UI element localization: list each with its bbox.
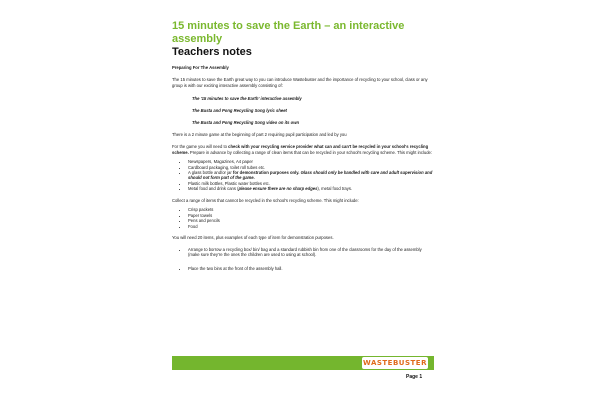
list-item-text: Metal food and drink cans ( — [188, 186, 239, 192]
logo-text: WASTEBUSTER — [363, 359, 427, 367]
setup-steps-list — [172, 247, 434, 272]
materials-list — [172, 96, 434, 126]
wastebuster-logo — [362, 357, 428, 369]
material-item: The Busta and Pong Recycling Song video on its own — [192, 120, 300, 126]
non-recyclable-intro: Collect a range of items that cannot be recycled in the school's recycling scheme. This might include: — [172, 197, 359, 203]
document-subtitle: Teachers notes — [172, 46, 252, 58]
list-item-text: Cardboard packaging, toilet roll tubes etc. — [188, 164, 266, 170]
list-item-text: Newspapers, Magazines, A4 paper — [188, 159, 253, 165]
intro-paragraph: The 15 minutes to save the Earth great way to you can introduce Wastebuster and the importance of recycling to your school, class or any group is with our exciting interactive assembly consisting of: — [172, 77, 428, 88]
quantity-note: You will need 20 items, plus examples of each type of item for demonstration purposes. — [172, 234, 334, 240]
list-item-bold: for demonstration purposes only. — [232, 170, 301, 176]
game-paragraph-bold: check with your recycling service provider what can and can't be recycled in your school's recycling scheme. — [172, 144, 429, 155]
non-recyclable-items-list — [172, 207, 434, 229]
list-item: • Crisp packets — [188, 207, 434, 212]
recyclable-items-list — [172, 159, 434, 191]
game-paragraph — [172, 144, 434, 155]
list-item — [188, 186, 434, 191]
list-item: • Arrange to borrow a recycling box/ bin/ bag and a standard rubbish bin from one of the classrooms for the day of the assembly (make sure they're the ones the children are used to using at school). — [188, 247, 434, 258]
page-number: Page 1 — [406, 374, 423, 380]
title-line-2: assembly — [172, 33, 223, 45]
list-item: • Paper towels — [188, 213, 434, 218]
list-item: • Food — [188, 224, 434, 229]
list-item — [188, 170, 434, 181]
title-line-1: 15 minutes to save the Earth – an interactive — [172, 20, 405, 32]
list-item-suffix: ), metal food trays. — [317, 186, 353, 192]
footer-band — [172, 356, 434, 370]
document-title — [172, 20, 434, 46]
section-heading: Preparing For The Assembly — [172, 65, 229, 70]
list-item: • Place the two bins at the front of the assembly hall. — [188, 266, 434, 271]
document-page — [172, 20, 434, 276]
game-paragraph-suffix: Prepare in advance by collecting a range of clean items that can be recycled in your school's recycling scheme. This might include: — [188, 149, 433, 155]
material-item: The '15 minutes to save the Earth' interactive assembly — [192, 96, 302, 102]
list-item-warning: Glass should only be handled with care and adult supervision and should not form part of the game. — [188, 170, 433, 181]
list-item-text: Plastic milk bottles, Plastic water bottles etc. — [188, 180, 270, 186]
list-item: • Pens and pencils — [188, 218, 434, 223]
list-item-warning: please ensure there are no sharp edges — [238, 186, 318, 192]
game-paragraph-prefix: For the game you will need to — [172, 144, 229, 150]
game-note: There is a 2 minute game at the beginning of part 2 requiring pupil participation and led by you — [172, 132, 347, 138]
material-item: The Busta and Pong Recycling Song lyric sheet — [192, 108, 287, 114]
list-item-text: A glass bottle and/or jar — [188, 170, 233, 176]
